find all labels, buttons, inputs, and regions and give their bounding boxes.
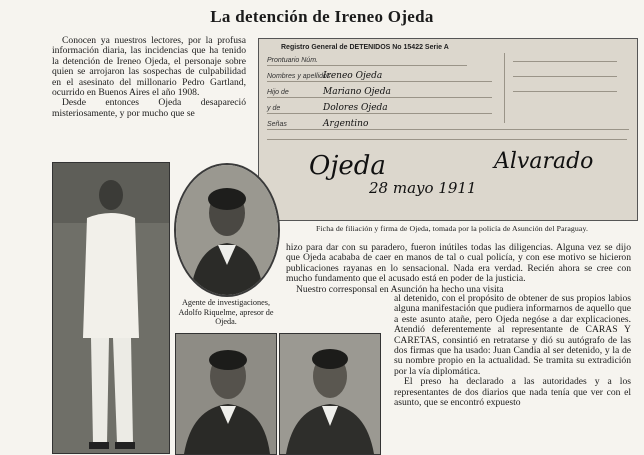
card-field-label: Nombres y apellidos <box>267 73 331 80</box>
card-header: Registro General de DETENIDOS No 15422 Serie A <box>281 44 449 51</box>
card-date: 28 mayo 1911 <box>369 179 477 197</box>
card-field-value: Ireneo Ojeda <box>323 71 383 81</box>
intro-text <box>52 36 246 119</box>
card-signature-right: Alvarado <box>494 149 594 174</box>
body-paragraph: Nuestro corresponsal en Asunción ha hecho una visita <box>296 283 504 295</box>
card-field-label: Señas <box>267 121 287 128</box>
card-field <box>267 53 467 66</box>
intro-paragraph: Desde entonces Ojeda desapareció misteriosamente, y por mucho que se <box>52 97 246 119</box>
ojeda-portrait-photo <box>52 162 170 454</box>
ojeda-portrait-right-photo <box>279 333 381 455</box>
card-field <box>267 69 492 82</box>
body-text <box>286 243 631 295</box>
body-text-right <box>394 294 631 408</box>
card-signature: Ojeda <box>309 151 386 181</box>
man-figure-icon <box>176 334 276 454</box>
ojeda-portrait-left-photo <box>175 333 277 455</box>
card-divider <box>267 139 627 140</box>
card-field <box>267 85 492 98</box>
card-field-label: Hijo de <box>267 89 289 96</box>
card-caption: Ficha de filiación y firma de Ojeda, tomada por la policía de Asunción del Paraguay. <box>315 224 589 233</box>
body-paragraph: hizo para dar con su paradero, fueron inútiles todas las diligencias. Alguna vez se dijo que Ojeda acababa de caer en manos de tal o cual policía, y con ese motivo se hicieron publicaciones rayanas en lo sensacional. Nada era verdad. Recién ahora se cree con mucho fundamento que el acusado está en poder de la justicia. <box>286 242 631 285</box>
card-field-value: Dolores Ojeda <box>323 103 388 113</box>
police-record-card-photo <box>258 38 638 221</box>
card-field <box>267 101 492 114</box>
agent-figure-icon <box>176 165 278 295</box>
card-field-label: Prontuario Núm. <box>267 57 318 64</box>
card-fingerprint-box <box>504 53 625 123</box>
agent-caption: Agente de investigaciones, Adolfo Riquelme, apresor de Ojeda. <box>178 298 274 326</box>
body-paragraph: al detenido, con el propósito de obtener de sus propios labios alguna manifestación que pudiera informarnos de aquello que a este asunto atañe, pero Ojeda negóse a dar explicaciones. Atendió deferentemente al representante de CARAS Y CARETAS, consintió en retratarse y dió su autógrafo de las dos firmas que ha usado: Juan Candia al ser detenido, y la de su nombre propio en la actualidad. Se tramita su extradición por la vía diplomática. <box>394 293 631 377</box>
intro-paragraph: Conocen ya nuestros lectores, por la profusa información diaria, las incidencias que ha tenido la detención de Ireneo Ojeda, el personaje sobre quien se arrojaron las sospechas de culpabilidad en el asesinato del millonario Pedro Gartland, ocurrido en Buenos Aires el año 1908. <box>52 35 246 99</box>
card-field-label: y de <box>267 105 281 112</box>
card-field-value: Mariano Ojeda <box>323 87 391 97</box>
page-title: La detención de Ireneo Ojeda <box>210 7 434 26</box>
agent-oval-portrait <box>174 163 280 297</box>
card-field-value: Argentino <box>323 119 369 129</box>
body-paragraph: El preso ha declarado a las autoridades y a los representantes de dos diarios que nada tenía que ver con el asunto, que se encontró expuesto <box>394 376 631 409</box>
man-figure-icon <box>280 334 380 454</box>
portrait-figure-icon <box>53 163 169 453</box>
